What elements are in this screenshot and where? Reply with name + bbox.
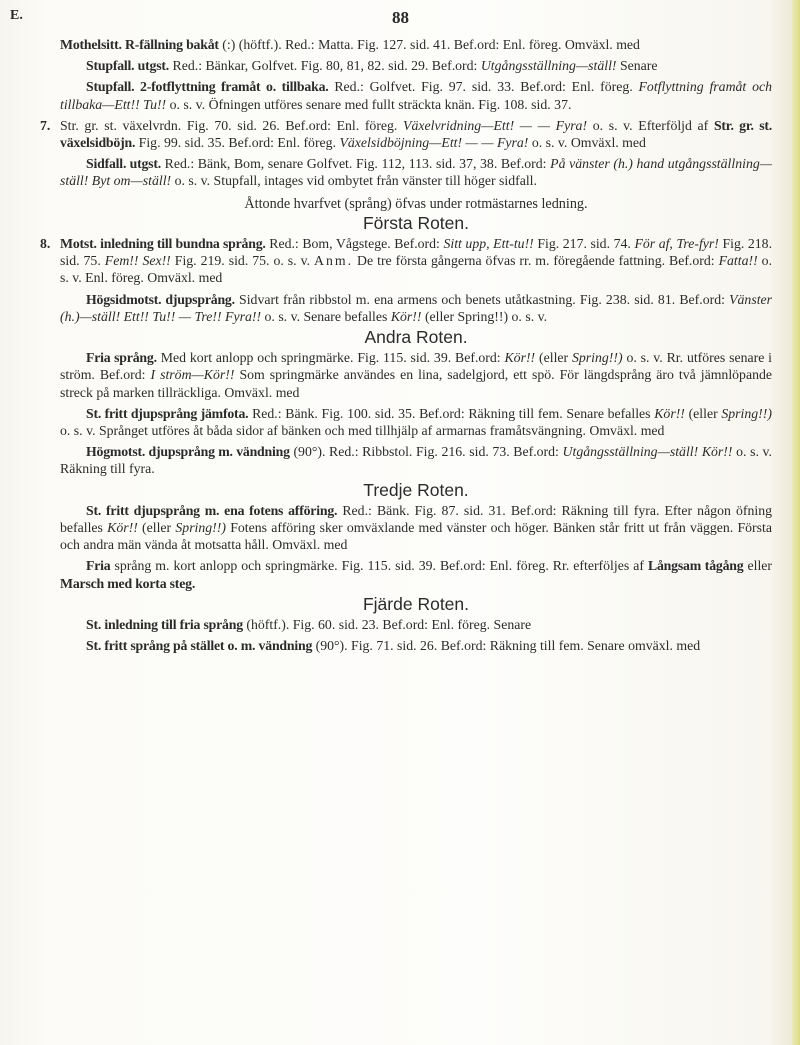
paragraph: Fria språng. Med kort anlopp och springmärke. Fig. 115. sid. 39. Bef.ord: Kör!! (eller Spring!!) o. s. v. Rr. utföres senare i ström. Bef.ord: I ström—Kör!! Som springmärke användes en lina, sadelgjord, ett spö. För längdsprång äro två jämnlöpande streck på marken tillräckliga. Omväxl. med: [60, 350, 773, 400]
section-heading-1: Första Roten.: [362, 212, 470, 233]
paragraph: St. inledning till fria språng (höftf.). Fig. 60. sid. 23. Bef.ord: Enl. föreg. Senare: [86, 617, 532, 633]
paragraph: Stupfall. 2-fotflyttning framåt o. tillbaka. Red.: Golfvet. Fig. 97. sid. 33. Bef.ord: Enl. föreg. Fotflyttning framåt och tillbaka—Ett!! Tu!! o. s. v. Öfningen utföres senare med fullt sträckta knän. Fig. 108. sid. 37.: [60, 79, 773, 112]
paragraph: St. fritt språng på stället o. m. vändning (90°). Fig. 71. sid. 26. Bef.ord: Räkning till fem. Senare omväxl. med: [86, 638, 701, 654]
paragraph: Högsidmotst. djupsprång. Sidvart från ribbstol m. ena armens och benets utåtkastning. Fig. 238. sid. 81. Bef.ord: Vänster (h.)—ställ! Ett!! Tu!! — Tre!! Fyra!! o. s. v. Senare befalles Kör!! (eller Spring!!) o. s. v.: [60, 291, 773, 324]
page-text: [40, 36, 773, 659]
section-heading-2: Andra Roten.: [364, 327, 468, 348]
page-edge: [792, 0, 800, 1045]
section-heading-3: Tredje Roten.: [363, 479, 469, 500]
paragraph: Sidfall. utgst. Red.: Bänk, Bom, senare Golfvet. Fig. 112, 113. sid. 37, 38. Bef.ord: På vänster (h.) hand utgångsställning—ställ! Byt om—ställ! o. s. v. Stupfall, intages vid ombytet från vänster till höger sidfall.: [60, 156, 773, 189]
paragraph: St. fritt djupsprång m. ena fotens afföring. Red.: Bänk. Fig. 87. sid. 31. Bef.ord: Räkning till fyra. Efter någon öfning befalles Kör!! (eller Spring!!) Fotens afföring sker omväxlande med vänster och höger. Bänken står fritt ut från väggen. Första och andra män vända åt motsatta håll. Omväxl. med: [60, 502, 772, 553]
paragraph: Fria språng m. kort anlopp och springmärke. Fig. 115. sid. 39. Bef.ord: Enl. föreg. Rr. efterföljes af Långsam tågång eller Marsch med korta steg.: [60, 558, 772, 591]
paragraph: Mothelsitt. R-fällning bakåt (:) (höftf.). Red.: Matta. Fig. 127. sid. 41. Bef.ord: Enl. föreg. Omväxl. med: [60, 37, 640, 52]
paragraph: Högmotst. djupsprång m. vändning (90°). Red.: Ribbstol. Fig. 216. sid. 73. Bef.ord: Utgångsställning—ställ! Kör!! o. s. v. Räkning till fyra.: [60, 444, 772, 477]
intro-line: Åttonde hvarfvet (språng) öfvas under rotmästarnes ledning.: [244, 195, 588, 212]
section-heading-4: Fjärde Roten.: [362, 593, 470, 614]
paragraph: Stupfall. utgst. Red.: Bänkar, Golfvet. Fig. 80, 81, 82. sid. 29. Bef.ord: Utgångsställning—ställ! Senare: [86, 58, 658, 74]
page-number: 88: [392, 8, 409, 27]
paragraph: St. fritt djupsprång jämfota. Red.: Bänk. Fig. 100. sid. 35. Bef.ord: Räkning till fem. Senare befalles Kör!! (eller Spring!!) o. s. v. Språnget utföres åt båda sidor af bänken och med tillhjälp af armarnas framåtsvängning. Omväxl. med: [60, 405, 772, 439]
item-number: 8.: [40, 236, 51, 252]
item-number: 7.: [40, 117, 51, 133]
corner-mark: E.: [10, 8, 23, 23]
numbered-paragraph: 8. Motst. inledning till bundna språng. Red.: Bom, Vågstege. Bef.ord: Sitt upp, Ett-tu!! Fig. 217. sid. 74. För af, Tre-fyr! Fig. 218. sid. 75. Fem!! Sex!! Fig. 219. sid. 75. o. s. v. Anm. De tre första gångerna öfvas rr. m. föregående fattning. Bef.ord: Fatta!! o. s. v. Enl. föreg. Omväxl. med: [40, 236, 773, 286]
numbered-paragraph: 7. Str. gr. st. växelvrdn. Fig. 70. sid. 26. Bef.ord: Enl. föreg. Växelvridning—Ett! — — Fyra! o. s. v. Efterföljd af Str. gr. st. växelsidböjn. Fig. 99. sid. 35. Bef.ord: Enl. föreg. Växelsidböjning—Ett! — — Fyra! o. s. v. Omväxl. med: [40, 117, 773, 151]
